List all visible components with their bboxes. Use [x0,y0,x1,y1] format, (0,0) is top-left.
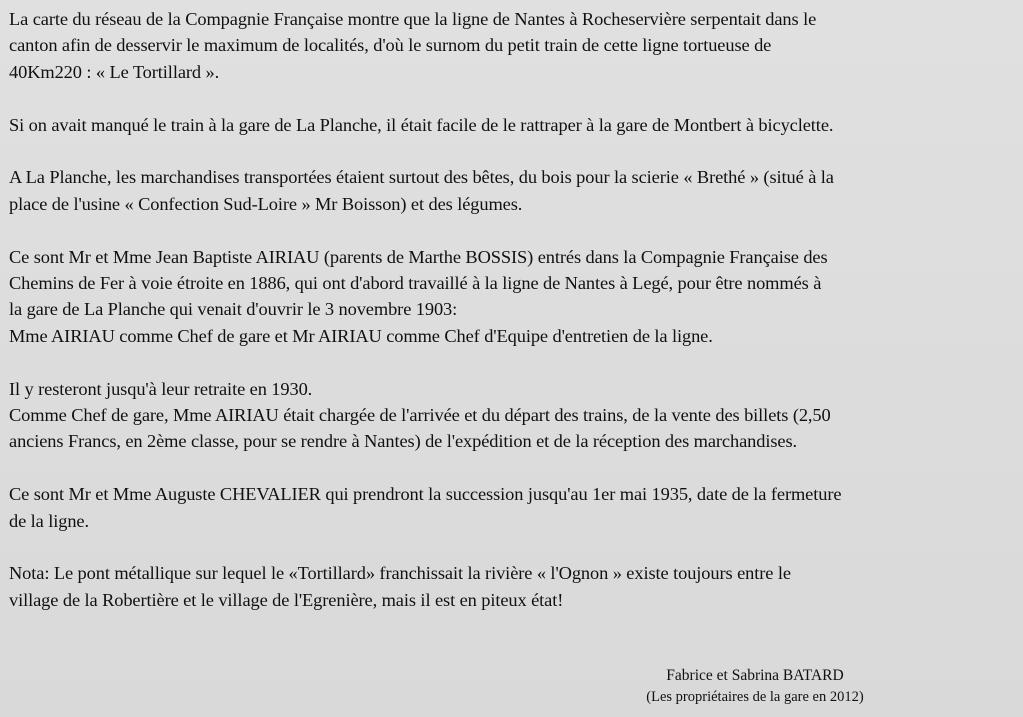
paragraph-tortillard-nickname [9,6,1017,85]
text-line: la gare de La Planche qui venait d'ouvrir le 3 novembre 1903: [9,299,458,320]
signature-name: Fabrice et Sabrina BATARD [666,667,844,684]
paragraph-nota [9,560,1017,613]
text-line: Chemins de Fer à voie étroite en 1886, qui ont d'abord travaillé à la ligne de Nantes à Legé, pour être nommés à [9,273,822,294]
text-line: La carte du réseau de la Compagnie Française montre que la ligne de Nantes à Rocheservière serpentait dans le [9,9,817,29]
text-line: Il y resteront jusqu'à leur retraite en 1930. [9,378,313,399]
paragraph-chevalier [9,481,1017,534]
paragraph-goods [9,164,1017,217]
text-line: Nota: Le pont métallique sur lequel le «Tortillard» franchissait la rivière « l'Ognon » existe toujours entre le [9,563,791,584]
text-line: anciens Francs, en 2ème classe, pour se rendre à Nantes) de l'expédition et de la réception des marchandises. [9,431,798,452]
text-line: canton afin de desservir le maximum de localités, d'où le surnom du petit train de cette ligne tortueuse de [9,35,772,56]
text-line: Mme AIRIAU comme Chef de gare et Mr AIRIAU comme Chef d'Equipe d'entretien de la ligne. [9,325,713,346]
text-line: de la ligne. [9,510,89,531]
text-line: village de la Robertière et le village de l'Egrenière, mais il est en piteux état! [9,589,564,610]
paragraph-airiau [9,244,1017,350]
paragraph-bicycle [9,112,1017,138]
signature-block [620,665,890,707]
document-body [9,6,1017,640]
text-line: Ce sont Mr et Mme Jean Baptiste AIRIAU (parents de Marthe BOSSIS) entrés dans la Compagnie Française des [9,246,828,267]
text-line: Comme Chef de gare, Mme AIRIAU était chargée de l'arrivée et du départ des trains, de la vente des billets (2,50 [9,405,831,426]
text-line: Ce sont Mr et Mme Auguste CHEVALIER qui prendront la succession jusqu'au 1er mai 1935, date de la fermeture [9,484,842,505]
signature-subtitle: (Les propriétaires de la gare en 2012) [646,689,864,705]
paragraph-retirement [9,376,1017,455]
text-line: Si on avait manqué le train à la gare de La Planche, il était facile de le rattraper à la gare de Montbert à bicyclette. [9,114,834,135]
text-line: 40Km220 : « Le Tortillard ». [9,61,220,82]
text-line: A La Planche, les marchandises transportées étaient surtout des bêtes, du bois pour la scierie « Brethé » (situé à la [9,167,834,188]
text-line: place de l'usine « Confection Sud-Loire » Mr Boisson) et des légumes. [9,193,523,214]
